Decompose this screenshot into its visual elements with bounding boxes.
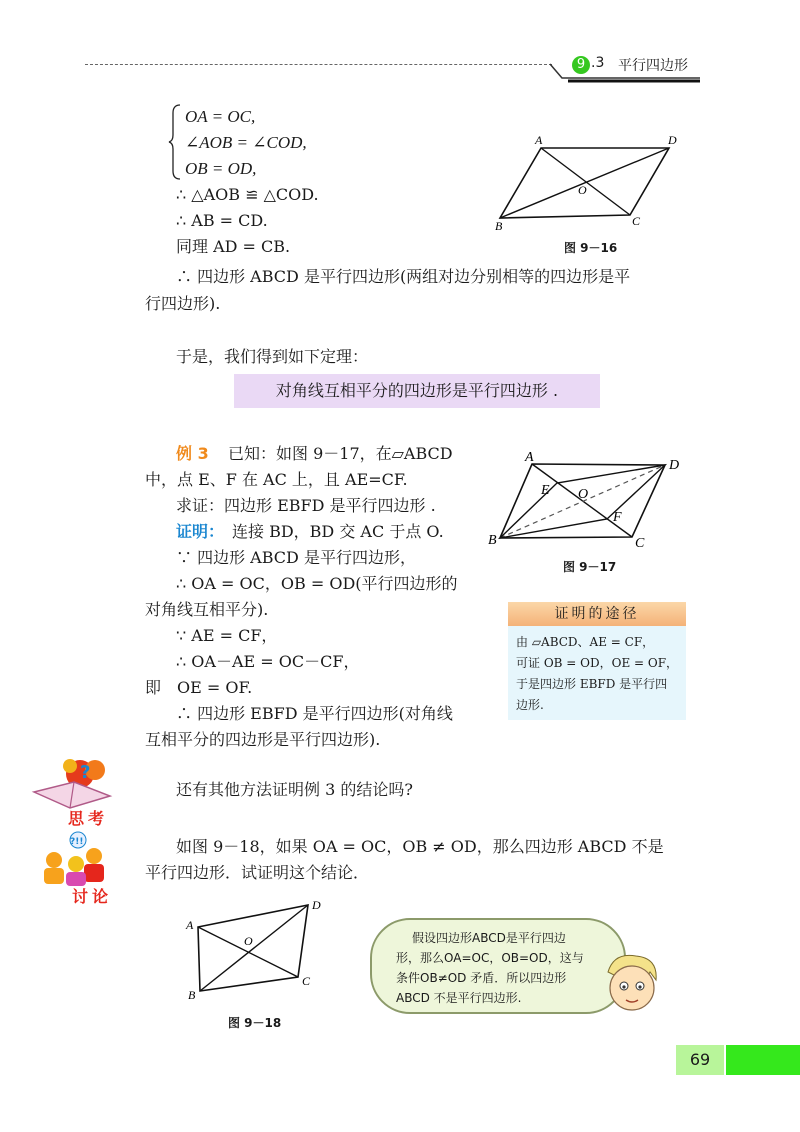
bubble-line3: 条件OB≠OD 矛盾．所以四边形 — [396, 971, 567, 985]
fig17-label-b: B — [488, 533, 497, 548]
fig18-label-b: B — [188, 988, 196, 1002]
section-number-rest: .3 — [591, 55, 605, 71]
fig18-label-o: O — [244, 934, 253, 948]
proof1-line1: OA = OC, — [185, 107, 256, 126]
header-dashed-rule — [85, 64, 552, 65]
example3-line10: 即 OE = OF. — [145, 678, 253, 697]
proof1-line2: ∠AOB = ∠COD, — [185, 133, 307, 152]
fig17-label-e: E — [541, 483, 550, 498]
example3-line6: ∴ OA = OC，OB = OD(平行四边形的 — [176, 574, 458, 593]
think-label: 思考 — [68, 809, 109, 828]
page-number-bar — [726, 1045, 800, 1075]
fig16-caption: 图 9－16 — [564, 241, 618, 255]
fig18-label-a: A — [186, 918, 194, 932]
svg-text:?!!: ?!! — [70, 837, 84, 847]
example3-line9: ∴ OA－AE = OC－CF， — [176, 652, 360, 671]
example3-line12: 互相平分的四边形是平行四边形). — [145, 730, 381, 749]
example3-line8: ∵ AE = CF， — [176, 626, 278, 645]
example3-label: 例 3 — [176, 444, 209, 463]
bubble-line4: ABCD 不是平行四边形. — [396, 991, 522, 1005]
think-book-icon — [30, 752, 120, 812]
fig17-label-f: F — [613, 510, 622, 525]
fig17-caption: 图 9－17 — [563, 560, 617, 574]
figure-9-18 — [180, 895, 330, 1010]
proof1-line5: ∴ AB = CD. — [176, 211, 268, 230]
system-brace — [168, 103, 182, 181]
example3-line5: ∵ 四边形 ABCD 是平行四边形， — [176, 548, 416, 567]
bubble-line1: 假设四边形ABCD是平行四边 — [412, 931, 566, 945]
cartoon-face-icon — [600, 950, 662, 1014]
fig16-label-o: O — [578, 183, 587, 197]
bubble-line2: 形，那么OA=OC，OB=OD，这与 — [396, 951, 584, 965]
discuss-line2: 平行四边形．试证明这个结论． — [145, 863, 370, 882]
proof-path-line1: 由 ▱ABCD、AE = CF， — [516, 635, 655, 649]
theorem-intro: 于是，我们得到如下定理： — [176, 347, 369, 366]
proof-path-line3: 于是四边形 EBFD 是平行四 — [516, 677, 668, 691]
fig16-label-d: D — [668, 133, 677, 147]
proof1-line8: 行四边形). — [145, 294, 221, 313]
section-title: 平行四边形 — [618, 58, 688, 74]
fig17-label-a: A — [525, 450, 534, 465]
fig18-caption: 图 9－18 — [228, 1016, 282, 1030]
example3-line2: 中，点 E、F 在 AC 上，且 AE=CF. — [145, 470, 408, 489]
example3-line7: 对角线互相平分). — [145, 600, 269, 619]
section-number-badge: 9 — [572, 56, 590, 74]
proof-path-line4: 边形. — [516, 698, 544, 712]
svg-text:?: ? — [80, 762, 91, 783]
proof-label: 证明： — [176, 522, 225, 541]
fig17-label-o: O — [578, 487, 589, 502]
proof-path-line2: 可证 OB = OD，OE = OF， — [516, 656, 679, 670]
proof1-line4: ∴ △AOB ≌ △COD. — [176, 185, 319, 204]
example3-line4: 连接 BD，BD 交 AC 于点 O. — [232, 522, 444, 541]
fig16-label-b: B — [495, 219, 503, 233]
theorem-box: 对角线互相平分的四边形是平行四边形 . — [234, 374, 600, 408]
fig17-label-d: D — [669, 458, 680, 473]
discuss-line1: 如图 9－18，如果 OA = OC，OB ≠ OD，那么四边形 ABCD 不是 — [176, 837, 664, 856]
fig18-label-d: D — [312, 898, 321, 912]
fig16-label-a: A — [535, 133, 543, 147]
figure-9-17 — [485, 448, 695, 558]
example3-line3: 求证：四边形 EBFD 是平行四边形 . — [176, 496, 436, 515]
fig16-label-c: C — [632, 214, 641, 228]
discuss-people-icon — [36, 830, 120, 886]
proof-path-box — [508, 602, 686, 720]
proof1-line6: 同理 AD = CB. — [176, 237, 291, 256]
proof-path-title: 证明的途径 — [508, 602, 686, 626]
example3-line1: 已知：如图 9－17，在▱ABCD — [228, 444, 453, 463]
figure-9-16 — [490, 130, 690, 240]
page-number: 69 — [676, 1045, 724, 1075]
think-question: 还有其他方法证明例 3 的结论吗? — [176, 780, 413, 799]
proof1-line3: OB = OD, — [185, 159, 257, 178]
speech-bubble — [370, 918, 626, 1014]
fig18-label-c: C — [302, 974, 311, 988]
example3-line11: ∴ 四边形 EBFD 是平行四边形(对角线 — [176, 704, 453, 723]
proof1-line7: ∴ 四边形 ABCD 是平行四边形(两组对边分别相等的四边形是平 — [176, 267, 631, 286]
discuss-label: 讨论 — [72, 887, 113, 906]
fig17-label-c: C — [635, 536, 645, 551]
